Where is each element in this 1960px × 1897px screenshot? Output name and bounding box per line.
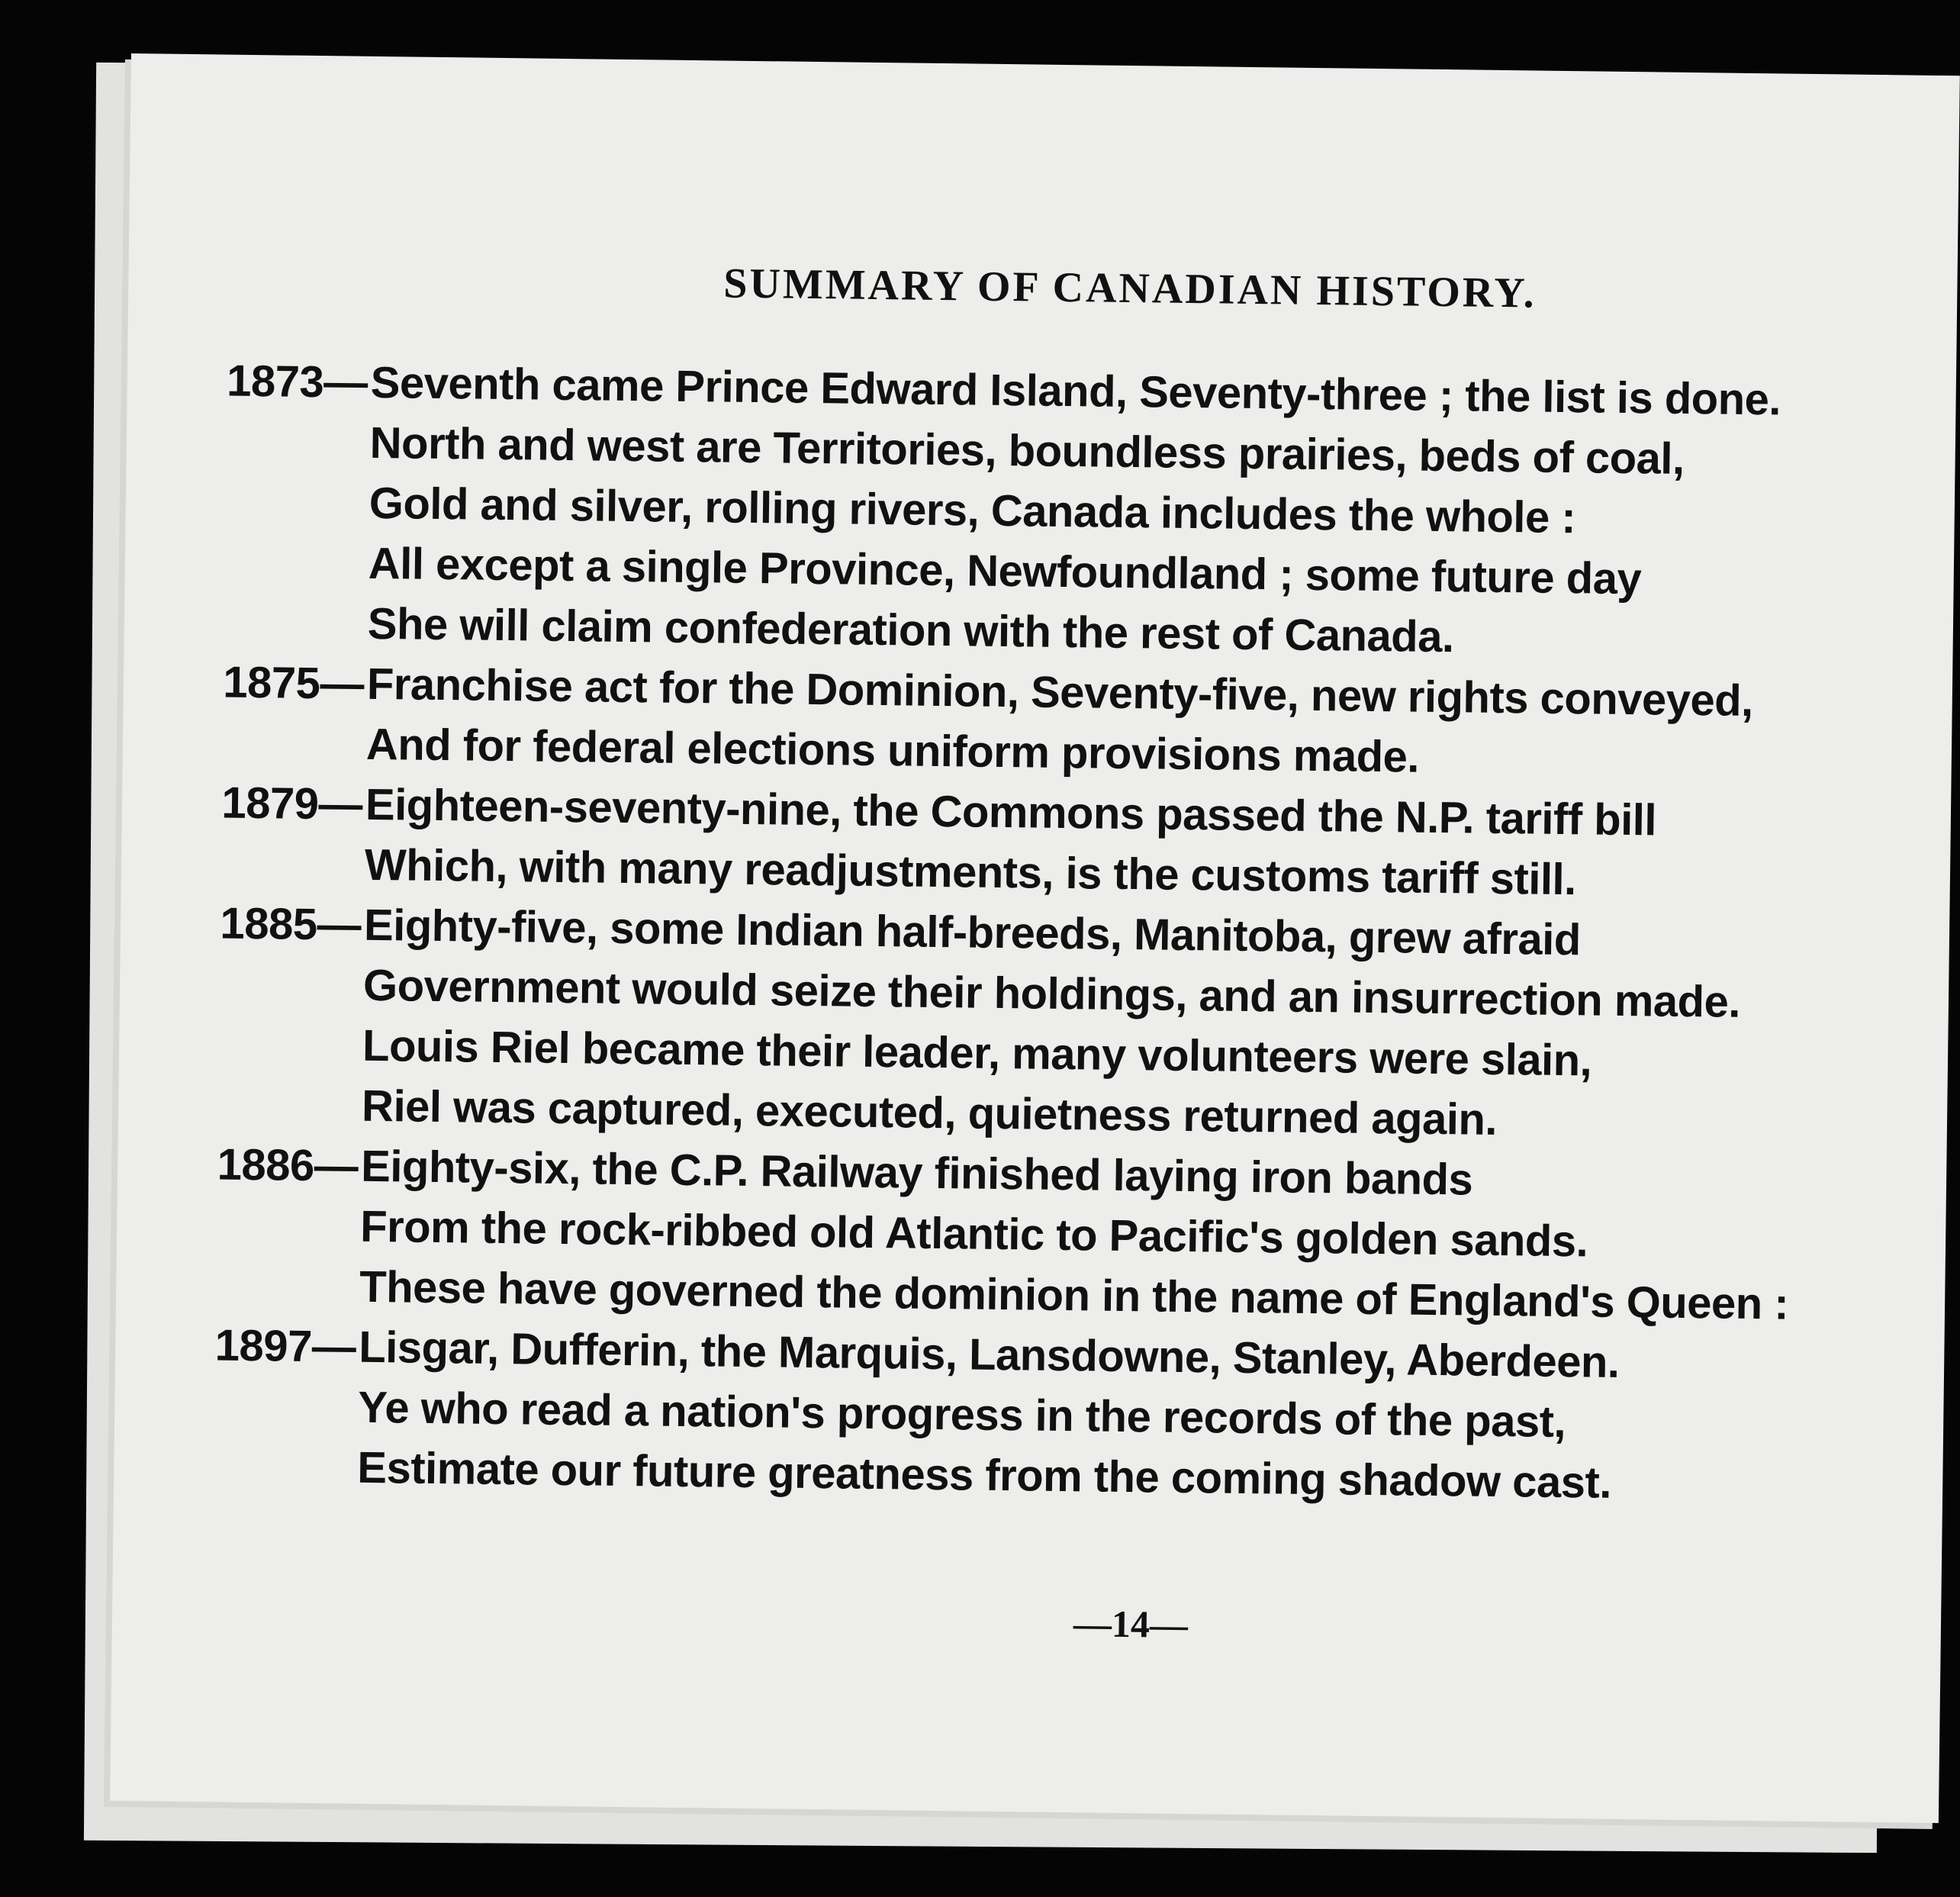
entry-text: From the rock-ribbed old Atlantic to Pacific's golden sands.: [359, 1201, 1588, 1267]
entry-text: Franchise act for the Dominion, Seventy-five, new rights conveyed,: [366, 659, 1754, 726]
entry-text: Eighty-six, the C.P. Railway finished laying iron bands: [360, 1141, 1473, 1205]
entry-text: Which, with many readjustments, is the customs tariff still.: [364, 839, 1577, 905]
entry-year: [220, 863, 362, 865]
entry-year: [213, 1466, 354, 1467]
entry-year: [217, 1104, 359, 1106]
entry-year: [226, 441, 367, 443]
entry-text: These have governed the dominion in the name of England's Queen :: [359, 1261, 1789, 1329]
entry-year: 1875—: [223, 657, 365, 709]
entry-text: North and west are Territories, boundless prairies, beds of coal,: [369, 417, 1685, 484]
entry-text: Lisgar, Dufferin, the Marquis, Lansdowne, Stanley, Aberdeen.: [358, 1322, 1620, 1387]
page-heading: SUMMARY OF CANADIAN HISTORY.: [723, 259, 1537, 317]
entry-text: Ye who read a nation's progress in the records of the past,: [357, 1382, 1566, 1448]
page-content: [214, 253, 1907, 1647]
entry-year: [214, 1406, 355, 1407]
entry-text: Gold and silver, rolling rivers, Canada includes the whole :: [369, 478, 1576, 543]
entry-year: [224, 562, 365, 563]
entry-text: And for federal elections uniform provisions made.: [365, 719, 1420, 782]
entry-year: 1886—: [217, 1139, 359, 1191]
document-page: [110, 53, 1960, 1823]
entry-text: Eighty-five, some Indian half-breeds, Manitoba, grew afraid: [363, 900, 1582, 965]
entry-year: [225, 501, 366, 503]
history-entries: [213, 351, 1905, 1517]
entry-text: Riel was captured, executed, quietness returned again.: [361, 1081, 1498, 1145]
entry-year: [215, 1285, 356, 1287]
entry-year: [219, 984, 360, 985]
entry-year: [218, 1044, 359, 1045]
entry-year: 1879—: [221, 778, 363, 829]
entry-year: 1897—: [214, 1320, 356, 1372]
entry-year: 1885—: [220, 898, 362, 950]
page-number: —14—: [1073, 1602, 1189, 1647]
entry-text: Eighteen-seventy-nine, the Commons passed the N.P. tariff bill: [365, 779, 1657, 845]
entry-text: All except a single Province, Newfoundland ; some future day: [368, 538, 1642, 604]
entry-year: [222, 742, 363, 744]
entry-year: [216, 1225, 357, 1226]
entry-text: Estimate our future greatness from the coming shadow cast.: [356, 1442, 1612, 1508]
entry-text: Louis Riel became their leader, many volunteers were slain,: [362, 1020, 1592, 1086]
entry-text: Seventh came Prince Edward Island, Seventy-three ; the list is done.: [370, 357, 1781, 425]
entry-text: Government would seize their holdings, and an insurrection made.: [362, 960, 1741, 1027]
entry-year: 1873—: [226, 356, 369, 407]
entry-year: [224, 622, 365, 623]
entry-text: She will claim confederation with the rest of Canada.: [367, 598, 1454, 662]
